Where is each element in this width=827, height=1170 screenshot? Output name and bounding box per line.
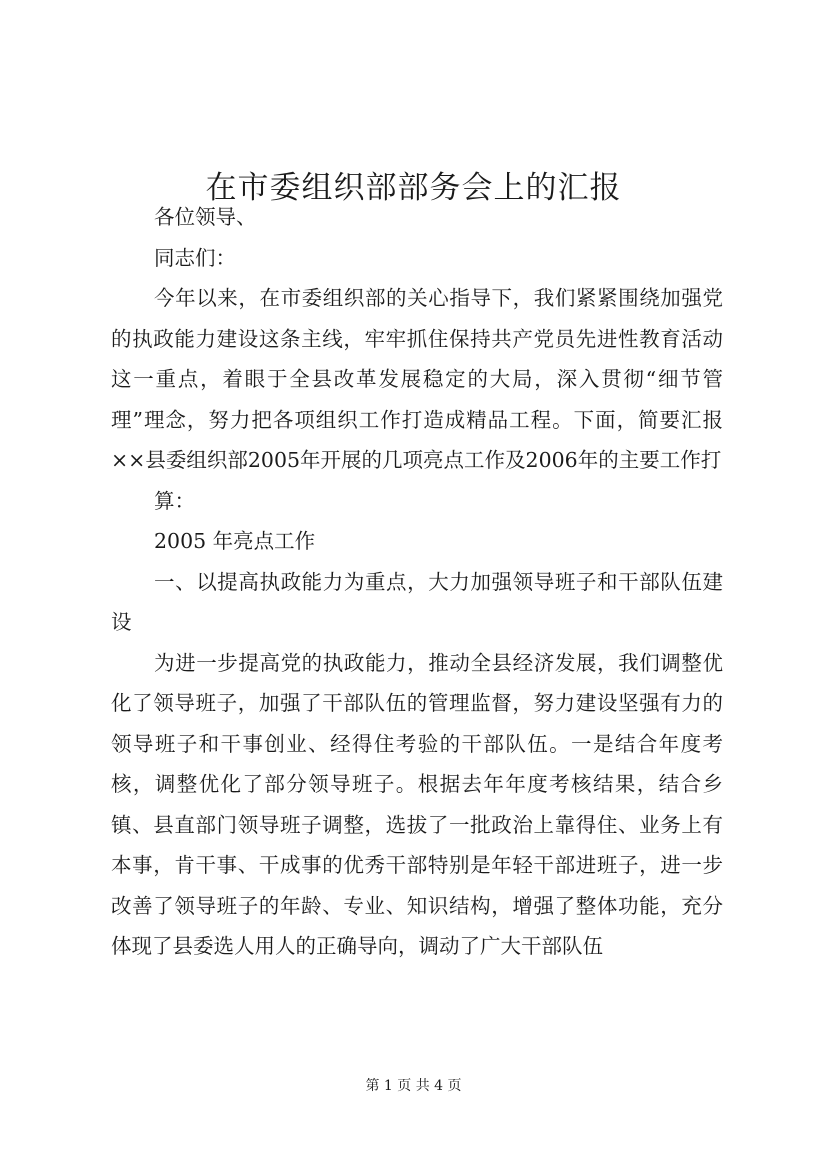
document-body [111,197,723,967]
intro-paragraph: 今年以来，在市委组织部的关心指导下，我们紧紧围绕加强党的执政能力建设这条主线，牢牢抓住保持共产党员先进性教育活动这一重点，着眼于全县改革发展稳定的大局，深入贯彻“细节管理”理念，努力把各项组织工作打造成精品工程。下面，简要汇报××县委组织部2005年开展的几项亮点工作及2006年的主要工作打 [111,286,723,472]
salutation-line-1: 各位领导、 [154,205,257,229]
document-title: 在市委组织部部务会上的汇报 [205,169,622,206]
body-paragraph: 为进一步提高党的执政能力，推动全县经济发展，我们调整优化了领导班子，加强了干部队伍的管理监督，努力建设坚强有力的领导班子和干事创业、经得住考验的干部队伍。一是结合年度考核，调整优化了部分领导班子。根据去年年度考核结果，结合乡镇、县直部门领导班子调整，选拔了一批政治上靠得住、业务上有本事，肯干事、干成事的优秀干部特别是年轻干部进班子，进一步改善了领导班子的年龄、专业、知识结构，增强了整体功能，充分体现了县委选人用人的正确导向，调动了广大干部队伍 [111,650,723,958]
salutation-line-2: 同志们： [154,245,236,270]
subsection-heading: 一、以提高执政能力为重点，大力加强领导班子和干部队伍建设 [111,569,723,634]
intro-continuation: 算： [154,488,195,513]
section-heading: 2005 年亮点工作 [154,529,316,553]
page-footer: 第 1 页 共 4 页 [365,1078,462,1094]
